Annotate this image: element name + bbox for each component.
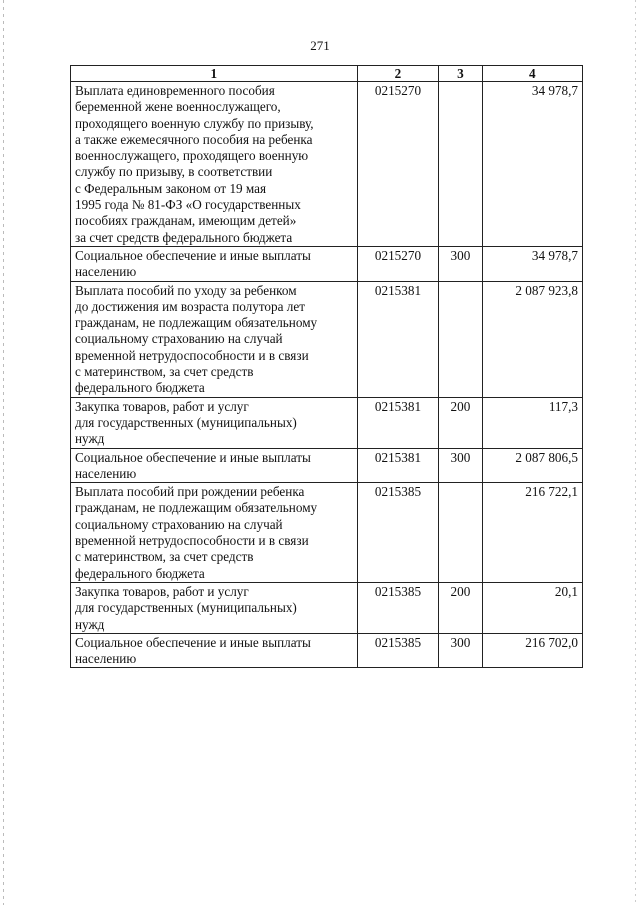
row-code-cell: 0215381 (357, 281, 439, 397)
row-code-cell: 0215385 (357, 633, 439, 668)
row-code-cell: 0215381 (357, 397, 439, 448)
row-name-line: 1995 года № 81-ФЗ «О государственных (75, 197, 301, 213)
row-amount-cell: 2 087 923,8 (482, 281, 582, 397)
row-name-line: для государственных (муниципальных) (75, 600, 297, 616)
row-name-line: пособиях гражданам, имеющим детей» (75, 213, 297, 229)
row-code-cell: 0215270 (357, 82, 439, 247)
row-name-cell (71, 397, 358, 448)
table-row (71, 281, 583, 397)
scan-edge-right (635, 0, 636, 905)
row-name-line: Выплата единовременного пособия (75, 83, 275, 98)
row-name-line: службу по призыву, в соответствии (75, 164, 273, 180)
row-name-line: с материнством, за счет средств (75, 549, 254, 565)
row-name-line: Закупка товаров, работ и услуг (75, 398, 249, 414)
row-amount-cell: 34 978,7 (482, 82, 582, 247)
table-row (71, 82, 583, 247)
row-code-cell: 0215385 (357, 582, 439, 633)
row-expense-type-cell: 200 (439, 582, 482, 633)
row-code-cell: 0215385 (357, 483, 439, 583)
row-expense-type-cell (439, 483, 482, 583)
row-name-line: проходящего военную службу по призыву, (75, 115, 314, 131)
row-name-line: нужд (75, 431, 105, 447)
table-row (71, 633, 583, 668)
row-name-line: Закупка товаров, работ и услуг (75, 583, 249, 599)
table-body (71, 82, 583, 668)
table-row (71, 483, 583, 583)
row-code-cell: 0215381 (357, 448, 439, 483)
row-expense-type-cell (439, 281, 482, 397)
row-name-line: для государственных (муниципальных) (75, 414, 297, 430)
row-name-line: Выплата пособий по уходу за ребенком (75, 282, 297, 298)
header-col-3: 3 (439, 66, 482, 82)
row-expense-type-cell (439, 82, 482, 247)
row-name-line: гражданам, не подлежащим обязательному (75, 500, 318, 516)
header-col-1: 1 (71, 66, 358, 82)
row-amount-cell: 216 702,0 (482, 633, 582, 668)
header-col-2: 2 (357, 66, 439, 82)
row-name-line: Выплата пособий при рождении ребенка (75, 484, 305, 500)
row-name-line: федерального бюджета (75, 565, 205, 581)
row-name-cell (71, 82, 358, 247)
row-name-line: гражданам, не подлежащим обязательному (75, 315, 318, 331)
row-name-cell (71, 483, 358, 583)
row-name-line: нужд (75, 616, 105, 632)
table-row (71, 582, 583, 633)
scan-edge-left (3, 0, 4, 905)
row-expense-type-cell: 200 (439, 397, 482, 448)
row-expense-type-cell: 300 (439, 633, 482, 668)
row-name-cell (71, 246, 358, 281)
row-name-line: а также ежемесячного пособия на ребенка (75, 131, 313, 147)
row-name-cell (71, 582, 358, 633)
row-name-line: беременной жене военнослужащего, (75, 99, 281, 115)
header-col-4: 4 (482, 66, 582, 82)
row-name-line: военнослужащего, проходящего военную (75, 148, 309, 164)
row-name-line: федерального бюджета (75, 380, 205, 396)
row-name-line: временной нетрудоспособности и в связи (75, 347, 309, 363)
row-name-line: до достижения им возраста полутора лет (75, 298, 305, 314)
row-name-line: социальному страхованию на случай (75, 331, 283, 347)
row-expense-type-cell: 300 (439, 448, 482, 483)
row-name-line: Социальное обеспечение и иные выплаты (75, 634, 311, 650)
row-name-line: временной нетрудоспособности и в связи (75, 533, 309, 549)
row-name-cell (71, 448, 358, 483)
table-row (71, 397, 583, 448)
row-amount-cell: 216 722,1 (482, 483, 582, 583)
row-name-cell (71, 281, 358, 397)
table-header-row (71, 66, 583, 82)
row-name-line: населению (75, 651, 137, 667)
row-expense-type-cell: 300 (439, 246, 482, 281)
row-name-line: Социальное обеспечение и иные выплаты (75, 247, 311, 263)
row-name-line: с Федеральным законом от 19 мая (75, 180, 267, 196)
row-name-line: Социальное обеспечение и иные выплаты (75, 449, 311, 465)
table-row (71, 246, 583, 281)
table-row (71, 448, 583, 483)
row-code-cell: 0215270 (357, 246, 439, 281)
page-number: 271 (310, 38, 330, 53)
row-name-cell (71, 633, 358, 668)
row-name-line: с материнством, за счет средств (75, 364, 254, 380)
row-name-line: населению (75, 264, 137, 280)
row-name-line: населению (75, 465, 137, 481)
row-amount-cell: 34 978,7 (482, 246, 582, 281)
row-name-line: за счет средств федерального бюджета (75, 229, 293, 245)
row-amount-cell: 20,1 (482, 582, 582, 633)
budget-table (70, 65, 583, 668)
row-amount-cell: 2 087 806,5 (482, 448, 582, 483)
row-amount-cell: 117,3 (482, 397, 582, 448)
row-name-line: социальному страхованию на случай (75, 516, 283, 532)
